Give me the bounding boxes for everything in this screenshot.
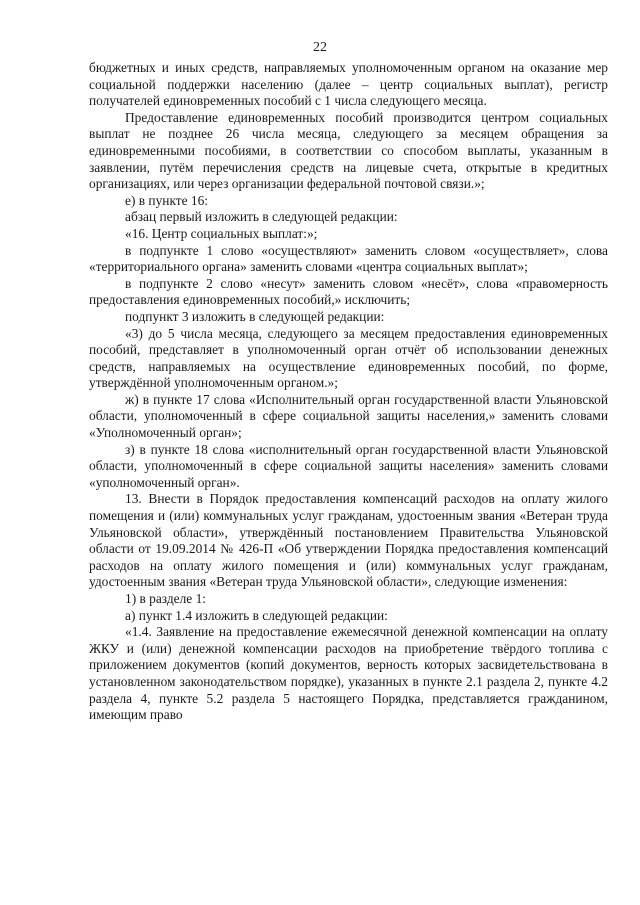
paragraph: «16. Центр социальных выплат:»; <box>125 225 318 241</box>
paragraph: 13. Внести в Порядок предоставления компенсаций расходов на оплату жилого помещения и (или) коммунальных услуг гражданам, удостоенным звания «Ветеран труда Ульяновской области», утверждённый постановлением Правительства Ульяновской области от 19.09.2014 № 426-П «Об утверждении Порядка предоставления компенсаций расходов на оплату жилого помещения и (или) коммунальных услуг гражданам, удостоенным звания «Ветеран труда Ульяновской области», следующие изменения: <box>89 491 608 590</box>
paragraph: «3) до 5 числа месяца, следующего за месяцем предоставления единовременных пособий, представляет в уполномоченный орган отчёт об использовании денежных средств, направляемых на осуществление единовременных пособий, по форме, утверждённой уполномоченным органом.»; <box>89 325 608 391</box>
paragraph: Предоставление единовременных пособий производится центром социальных выплат не позднее 26 числа месяца, следующего за месяцем обращения за единовременными пособиями, в соответствии со способом выплаты, указанным в заявлении, путём перечисления средств на лицевые счета, открытые в кредитных организациях, или через организации федеральной почтовой связи.»; <box>89 109 608 192</box>
paragraph: в подпункте 1 слово «осуществляют» заменить словом «осуществляет», слова «территориального органа» заменить словами «центра социальных выплат»; <box>89 242 608 275</box>
paragraph: е) в пункте 16: <box>125 192 209 208</box>
paragraph: ж) в пункте 17 слова «Исполнительный орган государственной власти Ульяновской области, уполномоченный в сфере социальной защиты населения,» заменить словами «Уполномоченный орган»; <box>89 391 608 441</box>
paragraph: бюджетных и иных средств, направляемых уполномоченным органом на оказание мер социальной поддержки населению (далее – центр социальных выплат), регистр получателей единовременных пособий с 1 числа следующего месяца. <box>89 60 608 109</box>
paragraph: а) пункт 1.4 изложить в следующей редакции: <box>125 607 388 623</box>
page-number: 22 <box>313 40 327 55</box>
document-body <box>89 60 608 724</box>
paragraph: 1) в разделе 1: <box>125 591 207 606</box>
paragraph: в подпункте 2 слово «несут» заменить словом «несёт», слова «правомерность предоставления единовременных пособий,» исключить; <box>89 275 608 308</box>
paragraph: «1.4. Заявление на предоставление ежемесячной денежной компенсации на оплату ЖКУ и (или) денежной компенсации расходов на приобретение твёрдого топлива с приложением документов (копий документов, верность которых засвидетельствована в установленном законодательством порядке), указанных в пункте 2.1 раздела 2, пункте 4.2 раздела 4, пункте 5.2 раздела 5 настоящего Порядка, представляется гражданином, имеющим право <box>89 624 608 723</box>
paragraph: з) в пункте 18 слова «исполнительный орган государственной власти Ульяновской области, уполномоченный в сфере социальной защиты населения» заменить словами «уполномоченный орган». <box>89 441 608 490</box>
paragraph: абзац первый изложить в следующей редакции: <box>125 209 398 225</box>
paragraph: подпункт 3 изложить в следующей редакции: <box>125 308 385 324</box>
